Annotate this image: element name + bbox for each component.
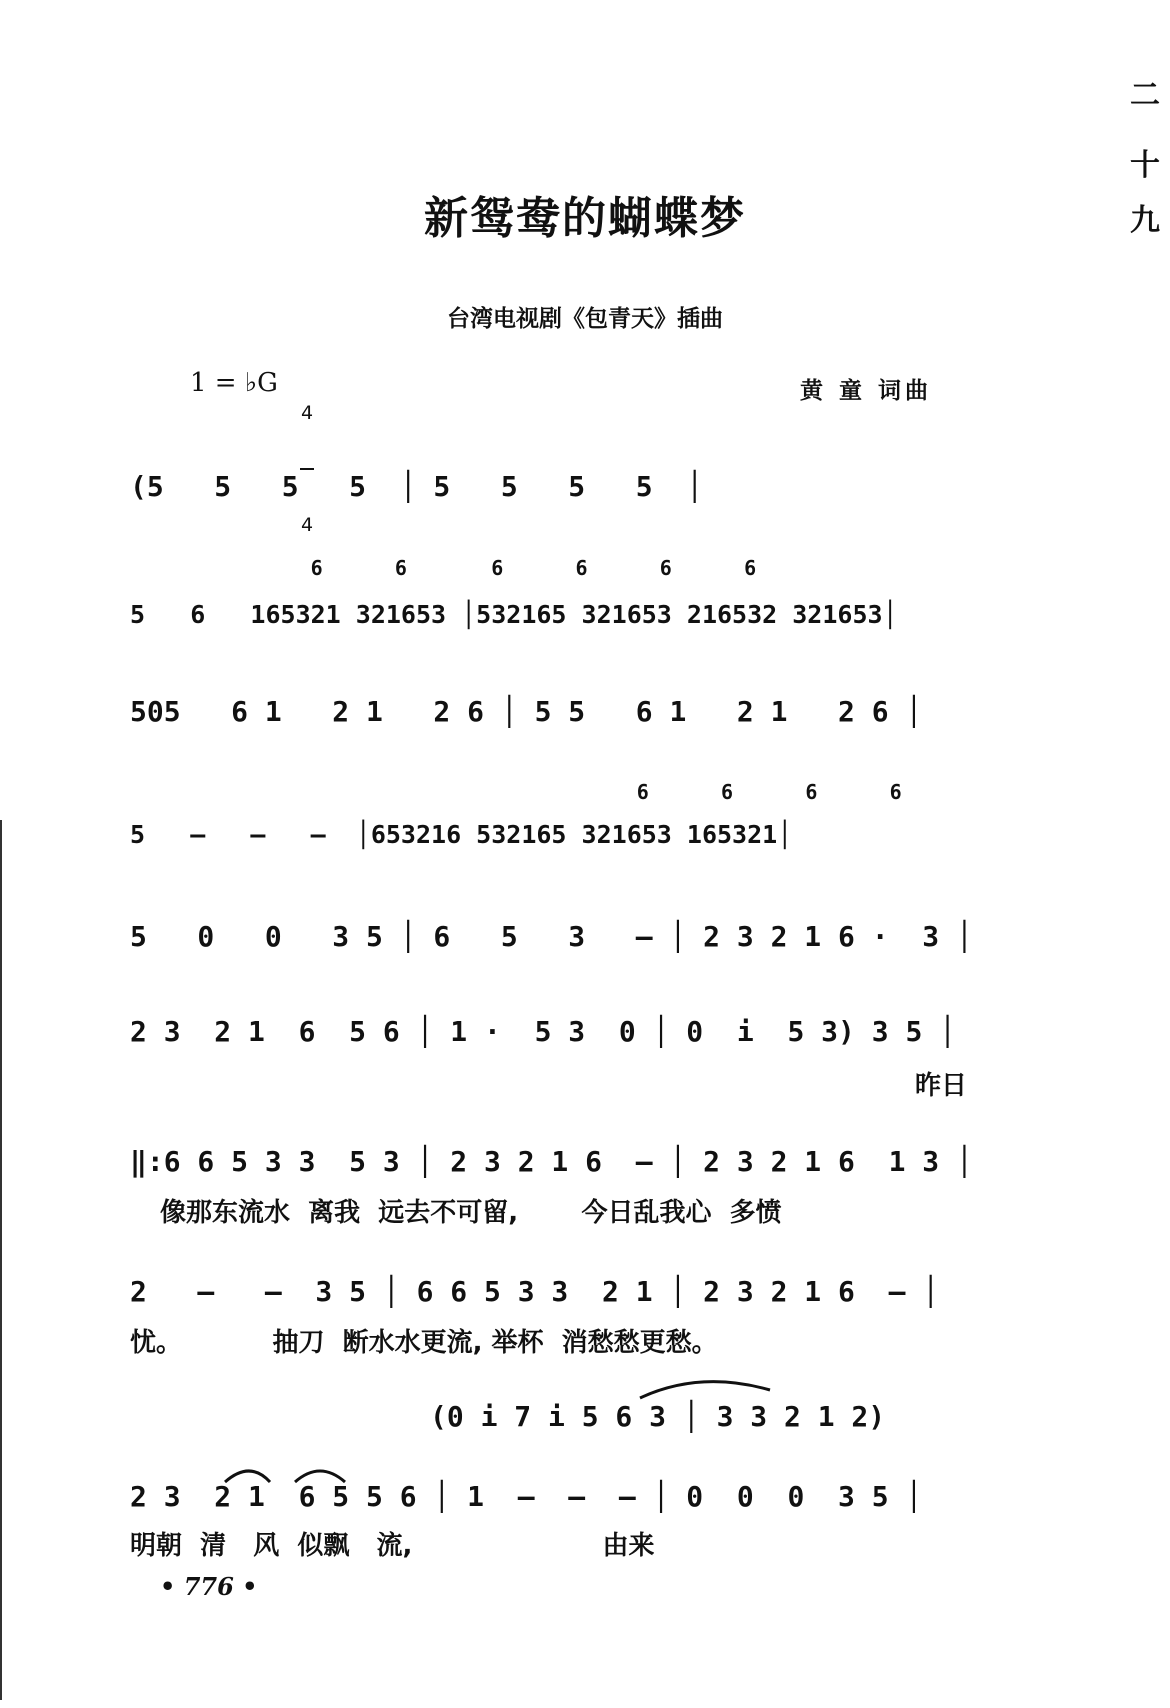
score-line-1: (5 5 5 5 │ 5 5 5 5 │ xyxy=(130,470,704,503)
margin-char-2: 十 xyxy=(1130,148,1160,183)
score-line-3: 505 6 1 2 1 2 6 │ 5 5 6 1 2 1 2 6 │ xyxy=(130,695,923,728)
time-signature xyxy=(296,358,318,558)
lyric-line-8: 忧。 抽刀 断水水更流, 举杯 消愁愁更愁。 xyxy=(130,1328,718,1358)
score-intro-line-9: (0 i 7 i 5 6 3 │ 3 3 2 1 2) xyxy=(430,1400,886,1433)
page-number: • 776 • xyxy=(160,1572,258,1601)
score-line-2: 5 6 165321 321653 │532165 321653 216532 321653│ xyxy=(130,600,898,629)
score-line-4: 5 — — — │653216 532165 321653 165321│ xyxy=(130,820,793,849)
time-denominator: 4 xyxy=(300,514,314,536)
time-numerator: 4 xyxy=(300,402,314,424)
score-line-5: 5 0 0 3 5 │ 6 5 3 — │ 2 3 2 1 6 · 3 │ xyxy=(130,920,973,953)
song-subtitle: 台湾电视剧《包青天》插曲 xyxy=(447,305,723,332)
slur-line-9 xyxy=(640,1382,770,1398)
lyric-line-10: 明朝 清 风 似飘 流, 由来 xyxy=(130,1531,655,1561)
key-signature: 1 = ♭G xyxy=(190,368,278,398)
score-line-7: ‖:6 6 5 3 3 5 3 │ 2 3 2 1 6 — │ 2 3 2 1 6 1 3 │ xyxy=(130,1145,973,1178)
lyric-line-7: 像那东流水 离我 远去不可留, 今日乱我心 多愤 xyxy=(160,1198,782,1228)
scan-edge-line xyxy=(0,820,2,1700)
composer-credit: 黄 童 词曲 xyxy=(800,377,933,404)
score-line-10: 2 3 2 1 6 5 5 6 │ 1 — — — │ 0 0 0 3 5 │ xyxy=(130,1480,923,1513)
tuplet-marks-line-4: 6 6 6 6 xyxy=(420,780,902,804)
score-line-6: 2 3 2 1 6 5 6 │ 1 · 5 3 0 │ 0 i 5 3) 3 5 │ xyxy=(130,1015,957,1048)
margin-char-3: 九 xyxy=(1130,203,1160,238)
margin-char-1: 二 xyxy=(1130,78,1160,113)
score-line-8: 2 — — 3 5 │ 6 6 5 3 3 2 1 │ 2 3 2 1 6 — │ xyxy=(130,1275,940,1308)
tuplet-marks-line-2: 6 6 6 6 6 6 xyxy=(130,556,757,580)
song-title: 新鸳鸯的蝴蝶梦 xyxy=(424,193,746,244)
lyric-line-6: 昨日 xyxy=(915,1071,968,1101)
